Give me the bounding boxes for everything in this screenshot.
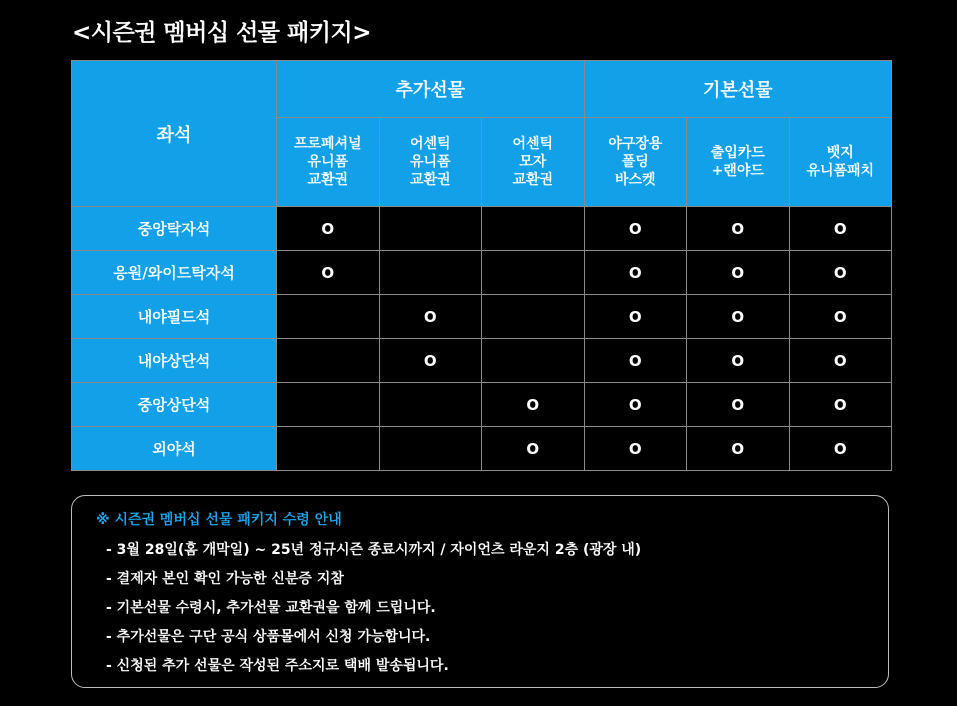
column-header-label: 프로페셔널 유니폼 교환권: [293, 136, 362, 188]
table-cell: O: [482, 427, 585, 471]
table-cell: O: [789, 207, 892, 251]
table-cell: O: [584, 427, 687, 471]
table-cell: [277, 339, 380, 383]
seat-label: 내야필드석: [72, 295, 277, 339]
table-cell: O: [584, 295, 687, 339]
column-header: [584, 118, 687, 207]
page-title: <시즌권 멤버십 선물 패키지>: [72, 20, 371, 46]
table-cell: O: [789, 251, 892, 295]
table-row: [72, 383, 892, 427]
table-cell: [379, 383, 482, 427]
notice-list: [106, 538, 641, 683]
notice-item: - 추가선물은 구단 공식 상품몰에서 신청 가능합니다.: [106, 629, 431, 645]
table-cell: O: [277, 207, 380, 251]
column-header-label: 출입카드 +랜야드: [710, 145, 765, 179]
table-cell: O: [687, 339, 790, 383]
column-header: [277, 118, 380, 207]
seat-label: 내야상단석: [72, 339, 277, 383]
seat-label: 응원/와이드탁자석: [72, 251, 277, 295]
notice-title: ※ 시즌권 멤버십 선물 패키지 수령 안내: [96, 512, 342, 528]
table-cell: [482, 251, 585, 295]
table-cell: O: [789, 383, 892, 427]
seat-label: 중앙탁자석: [72, 207, 277, 251]
table-row: [72, 339, 892, 383]
table-cell: O: [789, 339, 892, 383]
table-cell: [482, 207, 585, 251]
basic-gift-header: 기본선물: [584, 61, 892, 118]
table-cell: [482, 295, 585, 339]
table-cell: O: [789, 295, 892, 339]
column-header-label: 어센틱 유니폼 교환권: [409, 136, 451, 188]
column-header-label: 야구장용 폴딩 바스켓: [608, 136, 663, 188]
column-header: [379, 118, 482, 207]
column-header-label: 어센틱 모자 교환권: [512, 136, 554, 188]
table-cell: [482, 339, 585, 383]
gift-package-table: [71, 60, 892, 471]
column-header-label: 뱃지 유니폼패치: [806, 145, 875, 179]
table-cell: O: [584, 251, 687, 295]
table-cell: [379, 427, 482, 471]
table-cell: O: [584, 383, 687, 427]
table-cell: [277, 383, 380, 427]
extra-gift-header: 추가선물: [277, 61, 585, 118]
table-cell: [277, 427, 380, 471]
table-cell: O: [379, 339, 482, 383]
table-row: [72, 427, 892, 471]
table-cell: O: [687, 207, 790, 251]
table-row: [72, 251, 892, 295]
table-cell: [379, 251, 482, 295]
notice-item: - 기본선물 수령시, 추가선물 교환권을 함께 드립니다.: [106, 600, 436, 616]
table-cell: O: [584, 207, 687, 251]
table-cell: O: [379, 295, 482, 339]
table-cell: O: [789, 427, 892, 471]
notice-item: - 신청된 추가 선물은 작성된 주소지로 택배 발송됩니다.: [106, 658, 449, 674]
table-cell: O: [687, 251, 790, 295]
table-cell: O: [482, 383, 585, 427]
notice-box: [71, 495, 889, 688]
table-cell: [277, 295, 380, 339]
table-cell: [379, 207, 482, 251]
column-header: [687, 118, 790, 207]
seat-column-header: 좌석: [72, 61, 277, 207]
table-cell: O: [584, 339, 687, 383]
column-header: [789, 118, 892, 207]
seat-label: 중앙상단석: [72, 383, 277, 427]
table-cell: O: [277, 251, 380, 295]
notice-item: - 3월 28일(홈 개막일) ~ 25년 정규시즌 종료시까지 / 자이언츠 라운지 2층 (광장 내): [106, 542, 642, 558]
notice-item: - 결제자 본인 확인 가능한 신분증 지참: [106, 571, 344, 587]
table-cell: O: [687, 427, 790, 471]
seat-label: 외야석: [72, 427, 277, 471]
table-row: [72, 295, 892, 339]
table-row: [72, 207, 892, 251]
table-cell: O: [687, 383, 790, 427]
column-header: [482, 118, 585, 207]
table-cell: O: [687, 295, 790, 339]
